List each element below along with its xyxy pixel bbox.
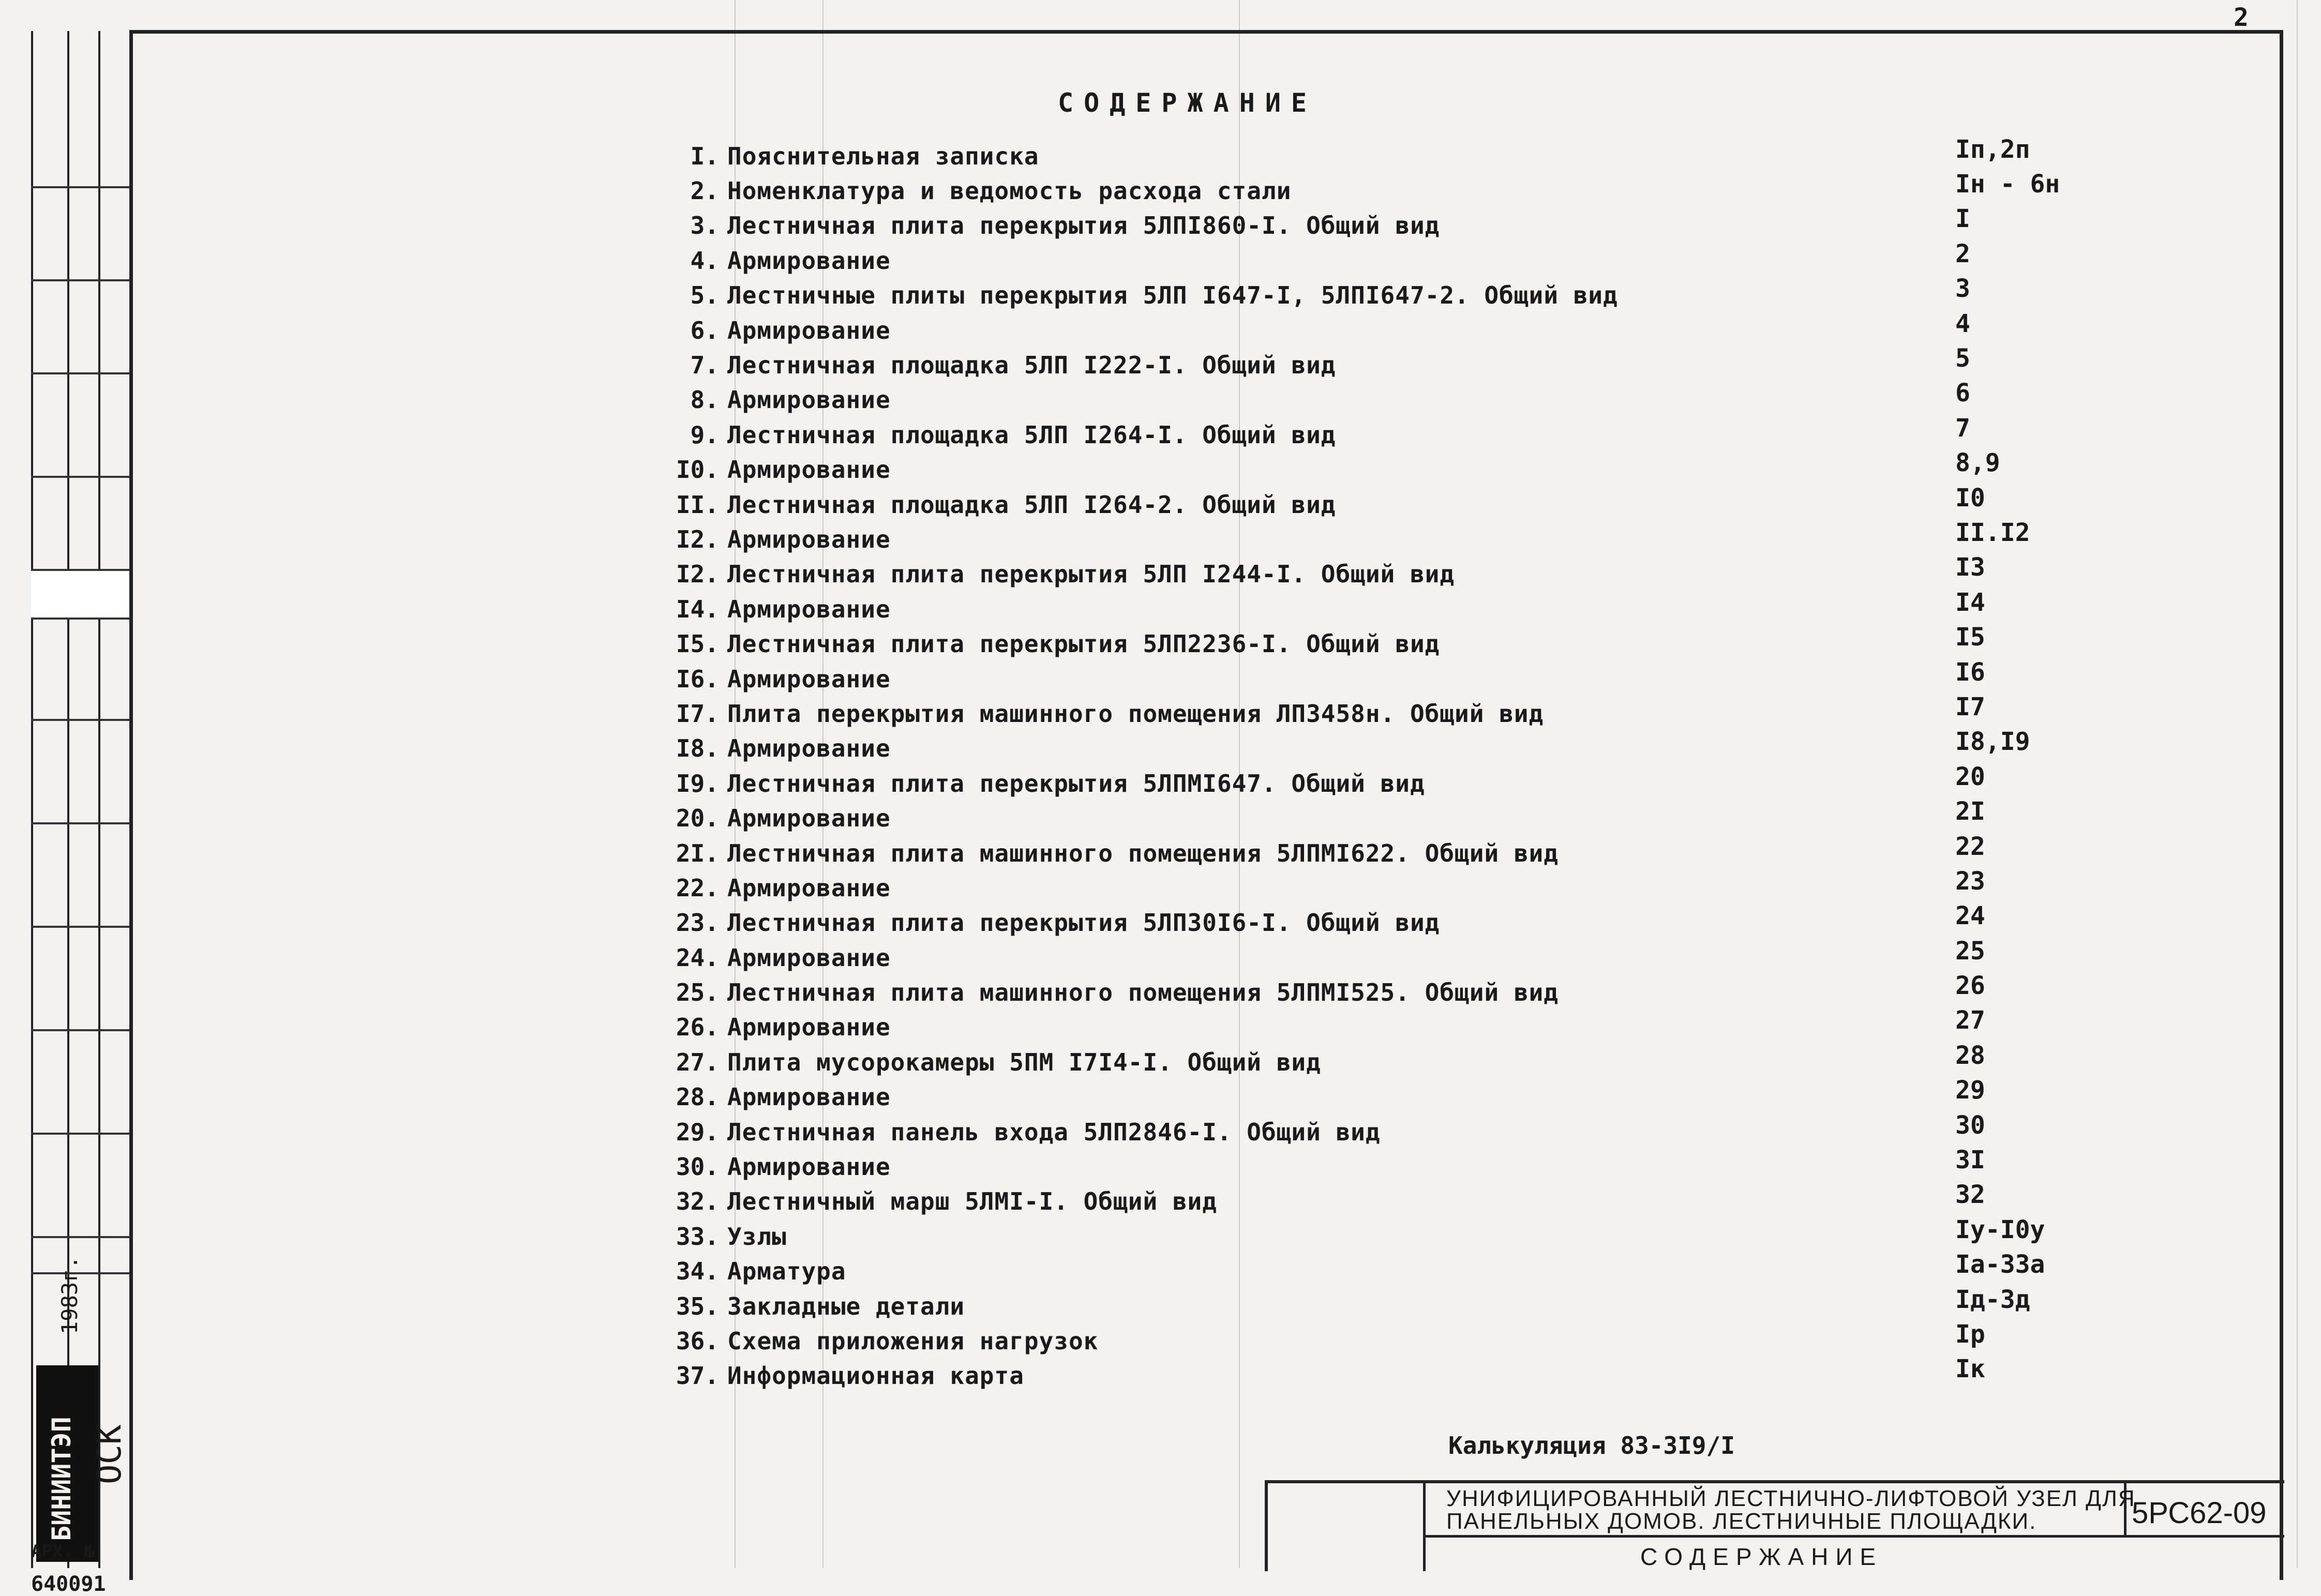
toc-item-text: Лестничная плита перекрытия 5ЛПI860-I. Общий вид <box>727 212 1440 240</box>
toc-item-text: Закладные детали <box>727 1292 965 1320</box>
toc-item <box>652 940 1997 975</box>
toc-item-number: I0. <box>676 456 719 484</box>
toc-item-text: Узлы <box>727 1222 787 1251</box>
toc-item-number: 6. <box>690 316 719 344</box>
strip-org-code: БИНИИТЭП <box>47 1417 77 1541</box>
toc-item <box>652 208 1997 243</box>
toc-item-number: I7. <box>676 699 719 728</box>
toc-item-page: Iп,2п <box>1955 134 2030 164</box>
toc-item <box>652 1010 1997 1045</box>
toc-item-text: Лестничные плиты перекрытия 5ЛП I647-I, 5ЛПI647-2. Общий вид <box>727 281 1618 310</box>
toc-item <box>652 906 1997 940</box>
toc-item <box>652 417 1997 452</box>
strip-divider <box>98 31 100 1568</box>
toc-item-page: 4 <box>1955 309 1970 338</box>
toc-item-number: 25. <box>676 978 719 1007</box>
title-block-project <box>1446 1487 2136 1533</box>
strip-inventory-number: 640091 <box>31 1572 106 1596</box>
toc-item-text: Армирование <box>727 595 891 623</box>
toc-item <box>652 1323 1997 1358</box>
toc-item-text: Лестничный марш 5ЛМI-I. Общий вид <box>727 1187 1217 1216</box>
toc-item-text: Лестничная площадка 5ЛП I264-I. Общий вид <box>727 420 1336 449</box>
title-block <box>1265 1480 2284 1571</box>
toc-item-number: 7. <box>690 351 719 380</box>
toc-item-number: 27. <box>676 1048 719 1076</box>
toc-item <box>652 487 1997 522</box>
strip-divider <box>67 31 69 1568</box>
toc-item <box>652 453 1997 487</box>
toc-item-number: 5. <box>690 281 719 310</box>
toc-item-text: Армирование <box>727 246 891 275</box>
toc-item-text: Армирование <box>727 1013 891 1042</box>
strip-divider <box>31 372 129 374</box>
toc-item-number: 24. <box>676 943 719 972</box>
title-block-divider <box>1423 1483 1426 1571</box>
toc-item-number: I4. <box>676 595 719 623</box>
toc-item-number: 28. <box>676 1083 719 1111</box>
toc-item-number: 36. <box>676 1327 719 1355</box>
toc-item-number: 35. <box>676 1292 719 1320</box>
toc-item-page: 26 <box>1955 971 1985 1001</box>
toc-item-number: 29. <box>676 1118 719 1146</box>
toc-item <box>652 383 1997 417</box>
toc-item-text: Армирование <box>727 874 891 902</box>
strip-divider <box>31 1029 129 1031</box>
toc-item-text: Плита перекрытия машинного помещения ЛП3458н. Общий вид <box>727 699 1544 728</box>
toc-item-page: Iр <box>1955 1319 1985 1349</box>
toc-item <box>652 557 1997 592</box>
strip-archive-label: АРХ. № <box>31 1541 95 1562</box>
toc-item-number: I8. <box>676 734 719 763</box>
toc-item-text: Армирование <box>727 804 891 833</box>
left-margin-strip <box>16 31 132 1596</box>
toc-item-number: I6. <box>676 665 719 693</box>
toc-item <box>652 801 1997 835</box>
toc-item-page: 24 <box>1955 901 1985 931</box>
toc-item-page: 22 <box>1955 832 1985 861</box>
toc-item-page: 6 <box>1955 379 1970 408</box>
toc-item-number: 33. <box>676 1222 719 1251</box>
toc-item <box>652 139 1997 173</box>
toc-item-number: 2. <box>690 177 719 205</box>
toc-item <box>652 731 1997 766</box>
toc-item-number: 22. <box>676 874 719 902</box>
toc-item-text: Лестничная плита перекрытия 5ЛП I244-I. Общий вид <box>727 560 1455 589</box>
toc-item-number: 2I. <box>676 839 719 867</box>
toc-list <box>652 139 1997 1393</box>
toc-item-text: Армирование <box>727 1083 891 1111</box>
toc-item <box>652 836 1997 870</box>
toc-item-page: 32 <box>1955 1180 1985 1210</box>
toc-item-page: I8,I9 <box>1955 727 2030 757</box>
toc-item-number: II. <box>676 490 719 519</box>
title-block-line-2: ПАНЕЛЬНЫХ ДОМОВ. ЛЕСТНИЧНЫЕ ПЛОЩАДКИ. <box>1446 1509 2037 1534</box>
toc-item-text: Лестничная панель входа 5ЛП2846-I. Общий вид <box>727 1118 1381 1146</box>
title-block-divider <box>1423 1535 2284 1538</box>
toc-item-text: Армирование <box>727 665 891 693</box>
calculation-note: Калькуляция 83-3I9/I <box>1448 1432 1735 1459</box>
toc-item <box>652 696 1997 731</box>
toc-item <box>652 1254 1997 1289</box>
toc-item <box>652 870 1997 905</box>
toc-item-number: 3. <box>690 212 719 240</box>
toc-item-text: Армирование <box>727 316 891 344</box>
toc-item-number: I5. <box>676 630 719 658</box>
toc-item-number: I9. <box>676 769 719 797</box>
toc-item-text: Армирование <box>727 943 891 972</box>
toc-item-number: I. <box>690 142 719 170</box>
toc-item <box>652 522 1997 556</box>
toc-item-number: 20. <box>676 804 719 833</box>
toc-item-text: Лестничная плита машинного помещения 5ЛПМI622. Общий вид <box>727 839 1559 867</box>
toc-item-number: 32. <box>676 1187 719 1216</box>
strip-divider <box>31 822 129 824</box>
toc-item <box>652 278 1997 313</box>
toc-item-page: 3I <box>1955 1146 1985 1175</box>
toc-item <box>652 626 1997 661</box>
toc-item-text: Пояснительная записка <box>727 142 1039 170</box>
toc-item-page: Iу-I0у <box>1955 1215 2045 1244</box>
toc-item-page: Iн - 6н <box>1955 170 2060 199</box>
toc-item-text: Арматура <box>727 1257 846 1286</box>
toc-item-page: 29 <box>1955 1076 1985 1105</box>
toc-item-number: 23. <box>676 909 719 937</box>
toc-item-number: 34. <box>676 1257 719 1286</box>
toc-item-number: 37. <box>676 1362 719 1390</box>
strip-divider <box>31 1133 129 1135</box>
toc-item-text: Лестничная плита перекрытия 5ЛП2236-I. Общий вид <box>727 630 1440 658</box>
toc-item-page: Iд-3д <box>1955 1285 2030 1314</box>
toc-item-text: Армирование <box>727 525 891 553</box>
toc-item-text: Информационная карта <box>727 1362 1024 1390</box>
strip-dept: ОСК <box>91 1424 129 1484</box>
toc-item-page: Iк <box>1955 1354 1985 1384</box>
toc-item-page: 8,9 <box>1955 448 2000 478</box>
toc-item <box>652 1080 1997 1115</box>
toc-item-page: 3 <box>1955 274 1970 304</box>
toc-item <box>652 592 1997 626</box>
toc-item-page: 2I <box>1955 797 1985 826</box>
toc-item <box>652 1219 1997 1254</box>
toc-item-text: Армирование <box>727 386 891 414</box>
toc-item-page: 27 <box>1955 1006 1985 1035</box>
title-block-line-1: УНИФИЦИРОВАННЫЙ ЛЕСТНИЧНО-ЛИФТОВОЙ УЗЕЛ ДЛЯ <box>1446 1486 2136 1511</box>
toc-item <box>652 1149 1997 1184</box>
toc-item-page: 25 <box>1955 936 1985 966</box>
toc-item-text: Лестничная плита перекрытия 5ЛПМI647. Общий вид <box>727 769 1425 797</box>
strip-divider <box>31 31 33 1568</box>
toc-item <box>652 1184 1997 1219</box>
toc-item-text: Лестничная плита машинного помещения 5ЛПМI525. Общий вид <box>727 978 1559 1007</box>
toc-item-number: 8. <box>690 386 719 414</box>
toc-item <box>652 173 1997 208</box>
page-number: 2 <box>2234 3 2249 32</box>
toc-item <box>652 1359 1997 1393</box>
strip-divider <box>31 1236 129 1238</box>
toc-item-number: I2. <box>676 560 719 589</box>
toc-item-text: Лестничная площадка 5ЛП I264-2. Общий вид <box>727 490 1336 519</box>
toc-item-page: 20 <box>1955 762 1985 791</box>
toc-item-page: 2 <box>1955 239 1970 268</box>
title-block-code: 5РС62-09 <box>2132 1496 2267 1530</box>
strip-divider <box>31 279 129 281</box>
toc-item-text: Армирование <box>727 456 891 484</box>
strip-divider <box>31 476 129 478</box>
strip-divider <box>31 926 129 928</box>
toc-item-page: 28 <box>1955 1041 1985 1070</box>
toc-item <box>652 243 1997 278</box>
toc-item <box>652 766 1997 801</box>
toc-item-page: I <box>1955 204 1970 234</box>
toc-item-page: 23 <box>1955 866 1985 896</box>
strip-band <box>31 569 129 620</box>
toc-item-number: I2. <box>676 525 719 553</box>
toc-item-number: 26. <box>676 1013 719 1042</box>
toc-item <box>652 1289 1997 1323</box>
toc-item-text: Армирование <box>727 1153 891 1181</box>
toc-item-page: 30 <box>1955 1110 1985 1140</box>
toc-item-page: 5 <box>1955 344 1970 373</box>
strip-divider <box>31 186 129 188</box>
strip-divider <box>31 719 129 721</box>
toc-item-page: I3 <box>1955 553 1985 582</box>
toc-item <box>652 975 1997 1010</box>
toc-item-page: I4 <box>1955 588 1985 617</box>
scan-artifact <box>2297 0 2298 1568</box>
toc-item <box>652 1115 1997 1149</box>
toc-item <box>652 348 1997 382</box>
toc-item-page: I7 <box>1955 692 1985 721</box>
toc-item-number: 4. <box>690 246 719 275</box>
toc-item-number: 30. <box>676 1153 719 1181</box>
toc-item-page: II.I2 <box>1955 518 2030 547</box>
toc-item-text: Лестничная площадка 5ЛП I222-I. Общий вид <box>727 351 1336 380</box>
toc-item-page: I0 <box>1955 483 1985 513</box>
toc-page-column <box>1955 132 2085 1387</box>
toc-item <box>652 313 1997 348</box>
toc-item-number: 9. <box>690 420 719 449</box>
toc-item-text: Плита мусорокамеры 5ПМ I7I4-I. Общий вид <box>727 1048 1321 1076</box>
toc-item-page: I6 <box>1955 657 1985 687</box>
toc-item-text: Номенклатура и ведомость расхода стали <box>727 177 1292 205</box>
toc-item-page: I5 <box>1955 623 1985 652</box>
strip-year: 1983г. <box>57 1256 82 1334</box>
page-title: СОДЕРЖАНИЕ <box>1058 88 1317 118</box>
toc-item-page: Iа-33а <box>1955 1250 2045 1279</box>
toc-item-text: Лестничная плита перекрытия 5ЛП30I6-I. Общий вид <box>727 909 1440 937</box>
toc-item-text: Армирование <box>727 734 891 763</box>
toc-item <box>652 661 1997 696</box>
toc-item <box>652 1045 1997 1079</box>
toc-item-page: 7 <box>1955 413 1970 443</box>
title-block-sheet-title: СОДЕРЖАНИЕ <box>1640 1543 1883 1570</box>
toc-item-text: Схема приложения нагрузок <box>727 1327 1099 1355</box>
